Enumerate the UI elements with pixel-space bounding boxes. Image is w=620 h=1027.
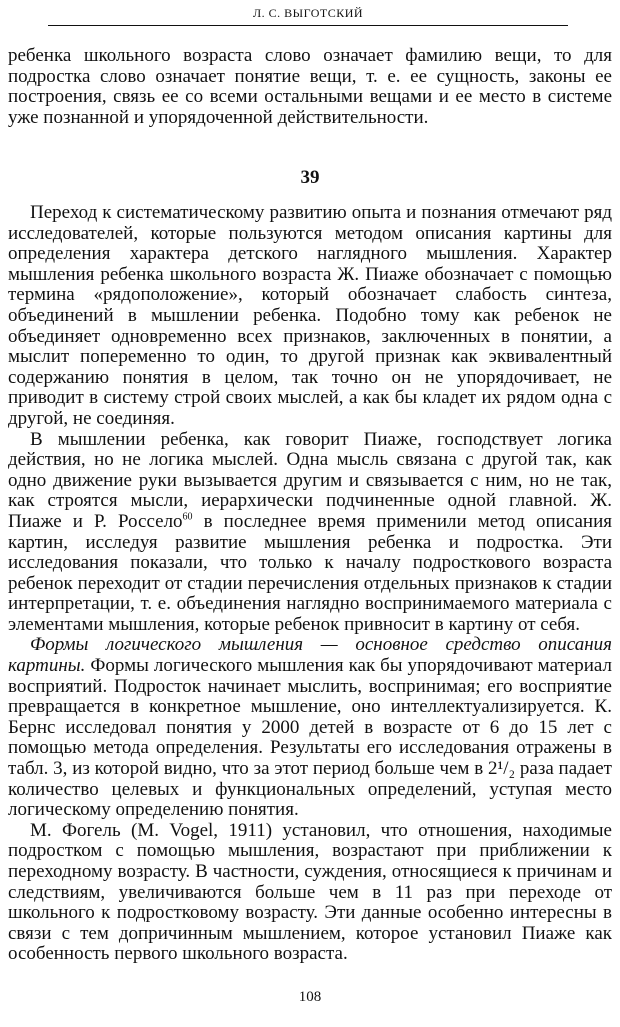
intro-paragraph: ребенка школьного возраста слово означает фамилию вещи, то для подростка слово означает понятие вещи, т. е. ее сущность, законы ее построения, связь ее со всеми остальными вещами и ее место в системе уже познанной и упорядоченной действительности. xyxy=(8,45,612,128)
footnote-marker: 60 xyxy=(182,511,193,523)
paragraph-1: Переход к систематическому развитию опыта и познания отмечают ряд исследователей, которые пользуются методом описания картины для определения характера детского наглядного мышления. Характер мышления ребенка школьного возраста Ж. Пиаже обозначает с помощью термина «рядоположение», который обозначает слабость синтеза, объединений в мышлении ребенка. Подобно тому как ребенок не объединяет одновременно всех признаков, заключенных в понятии, а мыслит попеременно то один, то другой признак как эквивалентный содержанию понятия в целом, так точно он не упорядочивает, не приводит в систему строй своих мыслей, а как бы кладет их рядом одна с другой, не соединяя. xyxy=(8,202,612,429)
paragraph-2-text-b: в последнее время применили метод описания картин, исследуя развитие мышления ребенка и подростка. Эти исследования показали, что только к началу подросткового возраста ребенок переходит от стадии перечисления отдельных признаков к стадии интерпретации, т. е. объединения наглядно воспринимаемого материала с элементами мышления, которые ребенок привносит в картину от себя. xyxy=(8,510,612,635)
paragraph-3-italic-lead: Формы логического мышления — основное средство описания картины. xyxy=(8,634,612,677)
paragraph-2 xyxy=(8,430,612,636)
paragraph-2-text-a: В мышлении ребенка, как говорит Пиаже, господствует логика действия, но не логика мыслей. Одна мысль связана с другой так, как одно движение руки вызывается другим и связывается с ним, но не так, как строятся мысли, иерархически подчиненные одной главной. Ж. Пиаже и Р. Россело xyxy=(8,428,612,532)
paragraph-4: М. Фогель (М. Vogel, 1911) установил, что отношения, находимые подростком с помощью мышления, возрастают при приближении к переходному возрасту. В частности, суждения, относящиеся к причинам и следствиям, увеличиваются больше чем в 11 раз при переходе от школьного к подростковому возрасту. Эти данные особенно интересны в связи с тем допричинным мышлением, которое установил Пиаже как особенность первого школьного возраста. xyxy=(8,819,612,965)
page-number: 108 xyxy=(298,989,322,1005)
running-head: Л. С. ВЫГОТСКИЙ xyxy=(48,6,568,26)
intro-block xyxy=(8,46,612,128)
paragraph-3-text-b: раза падает количество целевых и функциональных определений, уступая место логическому определению понятия. xyxy=(8,758,612,821)
section-number: 39 xyxy=(300,167,320,188)
paragraph-3 xyxy=(8,635,612,820)
fraction: 2¹/₂ xyxy=(488,758,516,780)
paragraph-3-text-a: Формы логического мышления как бы упорядочивают материал восприятий. Подросток начинает мыслить, воспринимая; его восприятие превращается в конкретное мышление, оно интеллектуализируется. К. Бернс исследовал понятия у 2000 детей в возрасте от 6 до 15 лет с помощью метода определения. Результаты его исследования отражены в табл. 3, из которой видно, что за этот период больше чем в xyxy=(8,655,612,780)
main-text xyxy=(8,203,612,965)
